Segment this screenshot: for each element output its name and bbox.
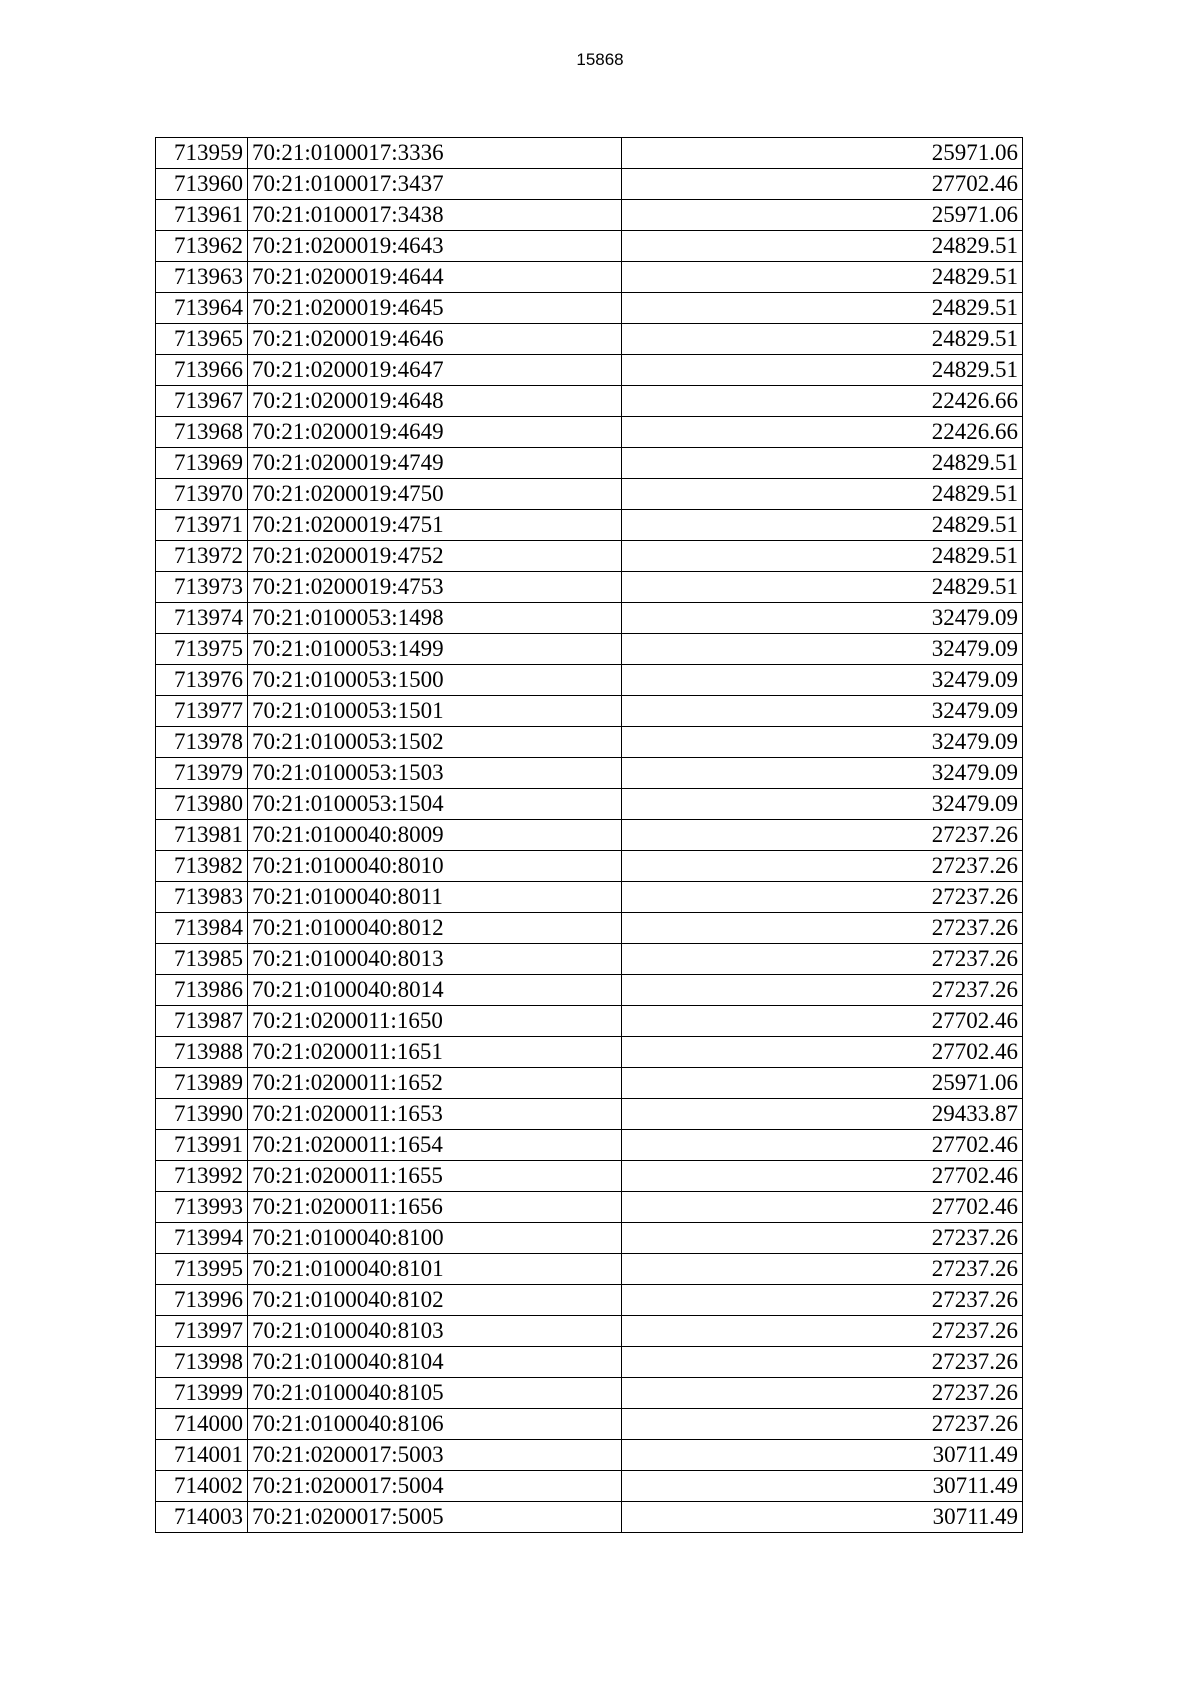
value-cell: 22426.66: [622, 417, 1023, 448]
table-row: [156, 510, 1023, 541]
cadastral-number-cell: 70:21:0200011:1652: [248, 1068, 622, 1099]
row-id-cell: 714001: [156, 1440, 248, 1471]
value-cell: 27237.26: [622, 1378, 1023, 1409]
value-cell: 27237.26: [622, 913, 1023, 944]
value-cell: 32479.09: [622, 789, 1023, 820]
table-row: [156, 1130, 1023, 1161]
cadastral-number-cell: 70:21:0200019:4750: [248, 479, 622, 510]
cadastral-number-cell: 70:21:0100040:8014: [248, 975, 622, 1006]
table-row: [156, 603, 1023, 634]
table-row: [156, 479, 1023, 510]
row-id-cell: 713992: [156, 1161, 248, 1192]
value-cell: 24829.51: [622, 510, 1023, 541]
table-row: [156, 355, 1023, 386]
cadastral-number-cell: 70:21:0200017:5005: [248, 1502, 622, 1533]
row-id-cell: 713998: [156, 1347, 248, 1378]
value-cell: 27237.26: [622, 1285, 1023, 1316]
cadastral-number-cell: 70:21:0200019:4649: [248, 417, 622, 448]
value-cell: 27237.26: [622, 1409, 1023, 1440]
table-row: [156, 200, 1023, 231]
table-row: [156, 727, 1023, 758]
row-id-cell: 713991: [156, 1130, 248, 1161]
table-row: [156, 665, 1023, 696]
table-row: [156, 324, 1023, 355]
row-id-cell: 713979: [156, 758, 248, 789]
value-cell: 24829.51: [622, 355, 1023, 386]
table-row: [156, 231, 1023, 262]
value-cell: 22426.66: [622, 386, 1023, 417]
row-id-cell: 713995: [156, 1254, 248, 1285]
value-cell: 24829.51: [622, 572, 1023, 603]
value-cell: 24829.51: [622, 448, 1023, 479]
cadastral-number-cell: 70:21:0100040:8012: [248, 913, 622, 944]
cadastral-number-cell: 70:21:0200011:1656: [248, 1192, 622, 1223]
row-id-cell: 713993: [156, 1192, 248, 1223]
row-id-cell: 713986: [156, 975, 248, 1006]
table-row: [156, 820, 1023, 851]
row-id-cell: 713999: [156, 1378, 248, 1409]
table-row: [156, 138, 1023, 169]
table-row: [156, 758, 1023, 789]
table-row: [156, 975, 1023, 1006]
value-cell: 29433.87: [622, 1099, 1023, 1130]
table-row: [156, 541, 1023, 572]
table-row: [156, 1502, 1023, 1533]
row-id-cell: 713984: [156, 913, 248, 944]
cadastral-number-cell: 70:21:0100053:1504: [248, 789, 622, 820]
table-row: [156, 1037, 1023, 1068]
cadastral-number-cell: 70:21:0100017:3438: [248, 200, 622, 231]
table-row: [156, 1347, 1023, 1378]
row-id-cell: 713973: [156, 572, 248, 603]
cadastral-number-cell: 70:21:0100053:1500: [248, 665, 622, 696]
table-row: [156, 169, 1023, 200]
table-row: [156, 417, 1023, 448]
table-row: [156, 882, 1023, 913]
value-cell: 25971.06: [622, 200, 1023, 231]
row-id-cell: 713961: [156, 200, 248, 231]
value-cell: 27237.26: [622, 1347, 1023, 1378]
table-row: [156, 1223, 1023, 1254]
value-cell: 32479.09: [622, 634, 1023, 665]
cadastral-number-cell: 70:21:0200011:1651: [248, 1037, 622, 1068]
value-cell: 27702.46: [622, 1161, 1023, 1192]
value-cell: 27237.26: [622, 1254, 1023, 1285]
row-id-cell: 713969: [156, 448, 248, 479]
cadastral-number-cell: 70:21:0200017:5004: [248, 1471, 622, 1502]
value-cell: 27702.46: [622, 1006, 1023, 1037]
row-id-cell: 713963: [156, 262, 248, 293]
cadastral-number-cell: 70:21:0200011:1650: [248, 1006, 622, 1037]
table-row: [156, 1099, 1023, 1130]
row-id-cell: 713976: [156, 665, 248, 696]
table-row: [156, 696, 1023, 727]
row-id-cell: 713977: [156, 696, 248, 727]
value-cell: 24829.51: [622, 293, 1023, 324]
value-cell: 27237.26: [622, 851, 1023, 882]
row-id-cell: 713975: [156, 634, 248, 665]
cadastral-number-cell: 70:21:0100053:1501: [248, 696, 622, 727]
value-cell: 27702.46: [622, 1130, 1023, 1161]
page-number: 15868: [576, 50, 624, 69]
row-id-cell: 713978: [156, 727, 248, 758]
value-cell: 30711.49: [622, 1471, 1023, 1502]
value-cell: 27237.26: [622, 1316, 1023, 1347]
table-row: [156, 1068, 1023, 1099]
cadastral-number-cell: 70:21:0100040:8100: [248, 1223, 622, 1254]
cadastral-number-cell: 70:21:0100040:8009: [248, 820, 622, 851]
row-id-cell: 713987: [156, 1006, 248, 1037]
cadastral-number-cell: 70:21:0100040:8105: [248, 1378, 622, 1409]
table-row: [156, 1254, 1023, 1285]
cadastral-number-cell: 70:21:0100053:1499: [248, 634, 622, 665]
row-id-cell: 713988: [156, 1037, 248, 1068]
row-id-cell: 713964: [156, 293, 248, 324]
value-cell: 24829.51: [622, 324, 1023, 355]
value-cell: 27237.26: [622, 944, 1023, 975]
cadastral-number-cell: 70:21:0100040:8103: [248, 1316, 622, 1347]
cadastral-number-cell: 70:21:0200011:1655: [248, 1161, 622, 1192]
cadastral-number-cell: 70:21:0200019:4647: [248, 355, 622, 386]
value-cell: 30711.49: [622, 1502, 1023, 1533]
value-cell: 27702.46: [622, 1037, 1023, 1068]
table-row: [156, 262, 1023, 293]
table-row: [156, 448, 1023, 479]
row-id-cell: 713989: [156, 1068, 248, 1099]
row-id-cell: 714002: [156, 1471, 248, 1502]
cadastral-number-cell: 70:21:0100053:1502: [248, 727, 622, 758]
row-id-cell: 713996: [156, 1285, 248, 1316]
value-cell: 27702.46: [622, 1192, 1023, 1223]
table-row: [156, 1006, 1023, 1037]
value-cell: 32479.09: [622, 727, 1023, 758]
cadastral-number-cell: 70:21:0200017:5003: [248, 1440, 622, 1471]
value-cell: 27237.26: [622, 820, 1023, 851]
table-row: [156, 293, 1023, 324]
table-row: [156, 851, 1023, 882]
cadastral-number-cell: 70:21:0100017:3437: [248, 169, 622, 200]
cadastral-number-cell: 70:21:0200019:4751: [248, 510, 622, 541]
cadastral-number-cell: 70:21:0100040:8101: [248, 1254, 622, 1285]
cadastral-number-cell: 70:21:0200019:4646: [248, 324, 622, 355]
row-id-cell: 713997: [156, 1316, 248, 1347]
table-row: [156, 1285, 1023, 1316]
value-cell: 27237.26: [622, 975, 1023, 1006]
cadastral-number-cell: 70:21:0200019:4643: [248, 231, 622, 262]
cadastral-number-cell: 70:21:0100040:8104: [248, 1347, 622, 1378]
value-cell: 24829.51: [622, 231, 1023, 262]
row-id-cell: 713994: [156, 1223, 248, 1254]
row-id-cell: 713970: [156, 479, 248, 510]
cadastral-number-cell: 70:21:0100053:1498: [248, 603, 622, 634]
value-cell: 25971.06: [622, 1068, 1023, 1099]
value-cell: 25971.06: [622, 138, 1023, 169]
table-row: [156, 1378, 1023, 1409]
row-id-cell: 713960: [156, 169, 248, 200]
row-id-cell: 714003: [156, 1502, 248, 1533]
cadastral-number-cell: 70:21:0100040:8010: [248, 851, 622, 882]
table-body: [156, 138, 1023, 1533]
row-id-cell: 713982: [156, 851, 248, 882]
table-row: [156, 386, 1023, 417]
value-cell: 24829.51: [622, 479, 1023, 510]
cadastral-number-cell: 70:21:0200019:4644: [248, 262, 622, 293]
cadastral-number-cell: 70:21:0100040:8013: [248, 944, 622, 975]
cadastral-number-cell: 70:21:0200011:1654: [248, 1130, 622, 1161]
cadastral-number-cell: 70:21:0100040:8011: [248, 882, 622, 913]
value-cell: 32479.09: [622, 603, 1023, 634]
cadastral-number-cell: 70:21:0100017:3336: [248, 138, 622, 169]
data-table: [155, 137, 1023, 1533]
value-cell: 32479.09: [622, 665, 1023, 696]
cadastral-number-cell: 70:21:0100053:1503: [248, 758, 622, 789]
table-row: [156, 1471, 1023, 1502]
row-id-cell: 713959: [156, 138, 248, 169]
row-id-cell: 713985: [156, 944, 248, 975]
row-id-cell: 714000: [156, 1409, 248, 1440]
value-cell: 27237.26: [622, 1223, 1023, 1254]
value-cell: 30711.49: [622, 1440, 1023, 1471]
row-id-cell: 713972: [156, 541, 248, 572]
value-cell: 24829.51: [622, 541, 1023, 572]
row-id-cell: 713968: [156, 417, 248, 448]
value-cell: 27702.46: [622, 169, 1023, 200]
table-row: [156, 1409, 1023, 1440]
table-row: [156, 572, 1023, 603]
cadastral-number-cell: 70:21:0100040:8102: [248, 1285, 622, 1316]
cadastral-number-cell: 70:21:0200019:4753: [248, 572, 622, 603]
cadastral-number-cell: 70:21:0100040:8106: [248, 1409, 622, 1440]
value-cell: 27237.26: [622, 882, 1023, 913]
row-id-cell: 713967: [156, 386, 248, 417]
value-cell: 32479.09: [622, 696, 1023, 727]
cadastral-number-cell: 70:21:0200019:4648: [248, 386, 622, 417]
table-row: [156, 1440, 1023, 1471]
value-cell: 32479.09: [622, 758, 1023, 789]
row-id-cell: 713983: [156, 882, 248, 913]
row-id-cell: 713974: [156, 603, 248, 634]
cadastral-number-cell: 70:21:0200019:4749: [248, 448, 622, 479]
row-id-cell: 713971: [156, 510, 248, 541]
table-row: [156, 789, 1023, 820]
table-row: [156, 1161, 1023, 1192]
row-id-cell: 713981: [156, 820, 248, 851]
table-row: [156, 913, 1023, 944]
row-id-cell: 713962: [156, 231, 248, 262]
table-row: [156, 634, 1023, 665]
row-id-cell: 713990: [156, 1099, 248, 1130]
cadastral-number-cell: 70:21:0200019:4752: [248, 541, 622, 572]
cadastral-number-cell: 70:21:0200019:4645: [248, 293, 622, 324]
value-cell: 24829.51: [622, 262, 1023, 293]
cadastral-number-cell: 70:21:0200011:1653: [248, 1099, 622, 1130]
row-id-cell: 713980: [156, 789, 248, 820]
table-row: [156, 1316, 1023, 1347]
table-row: [156, 944, 1023, 975]
row-id-cell: 713965: [156, 324, 248, 355]
row-id-cell: 713966: [156, 355, 248, 386]
table-row: [156, 1192, 1023, 1223]
